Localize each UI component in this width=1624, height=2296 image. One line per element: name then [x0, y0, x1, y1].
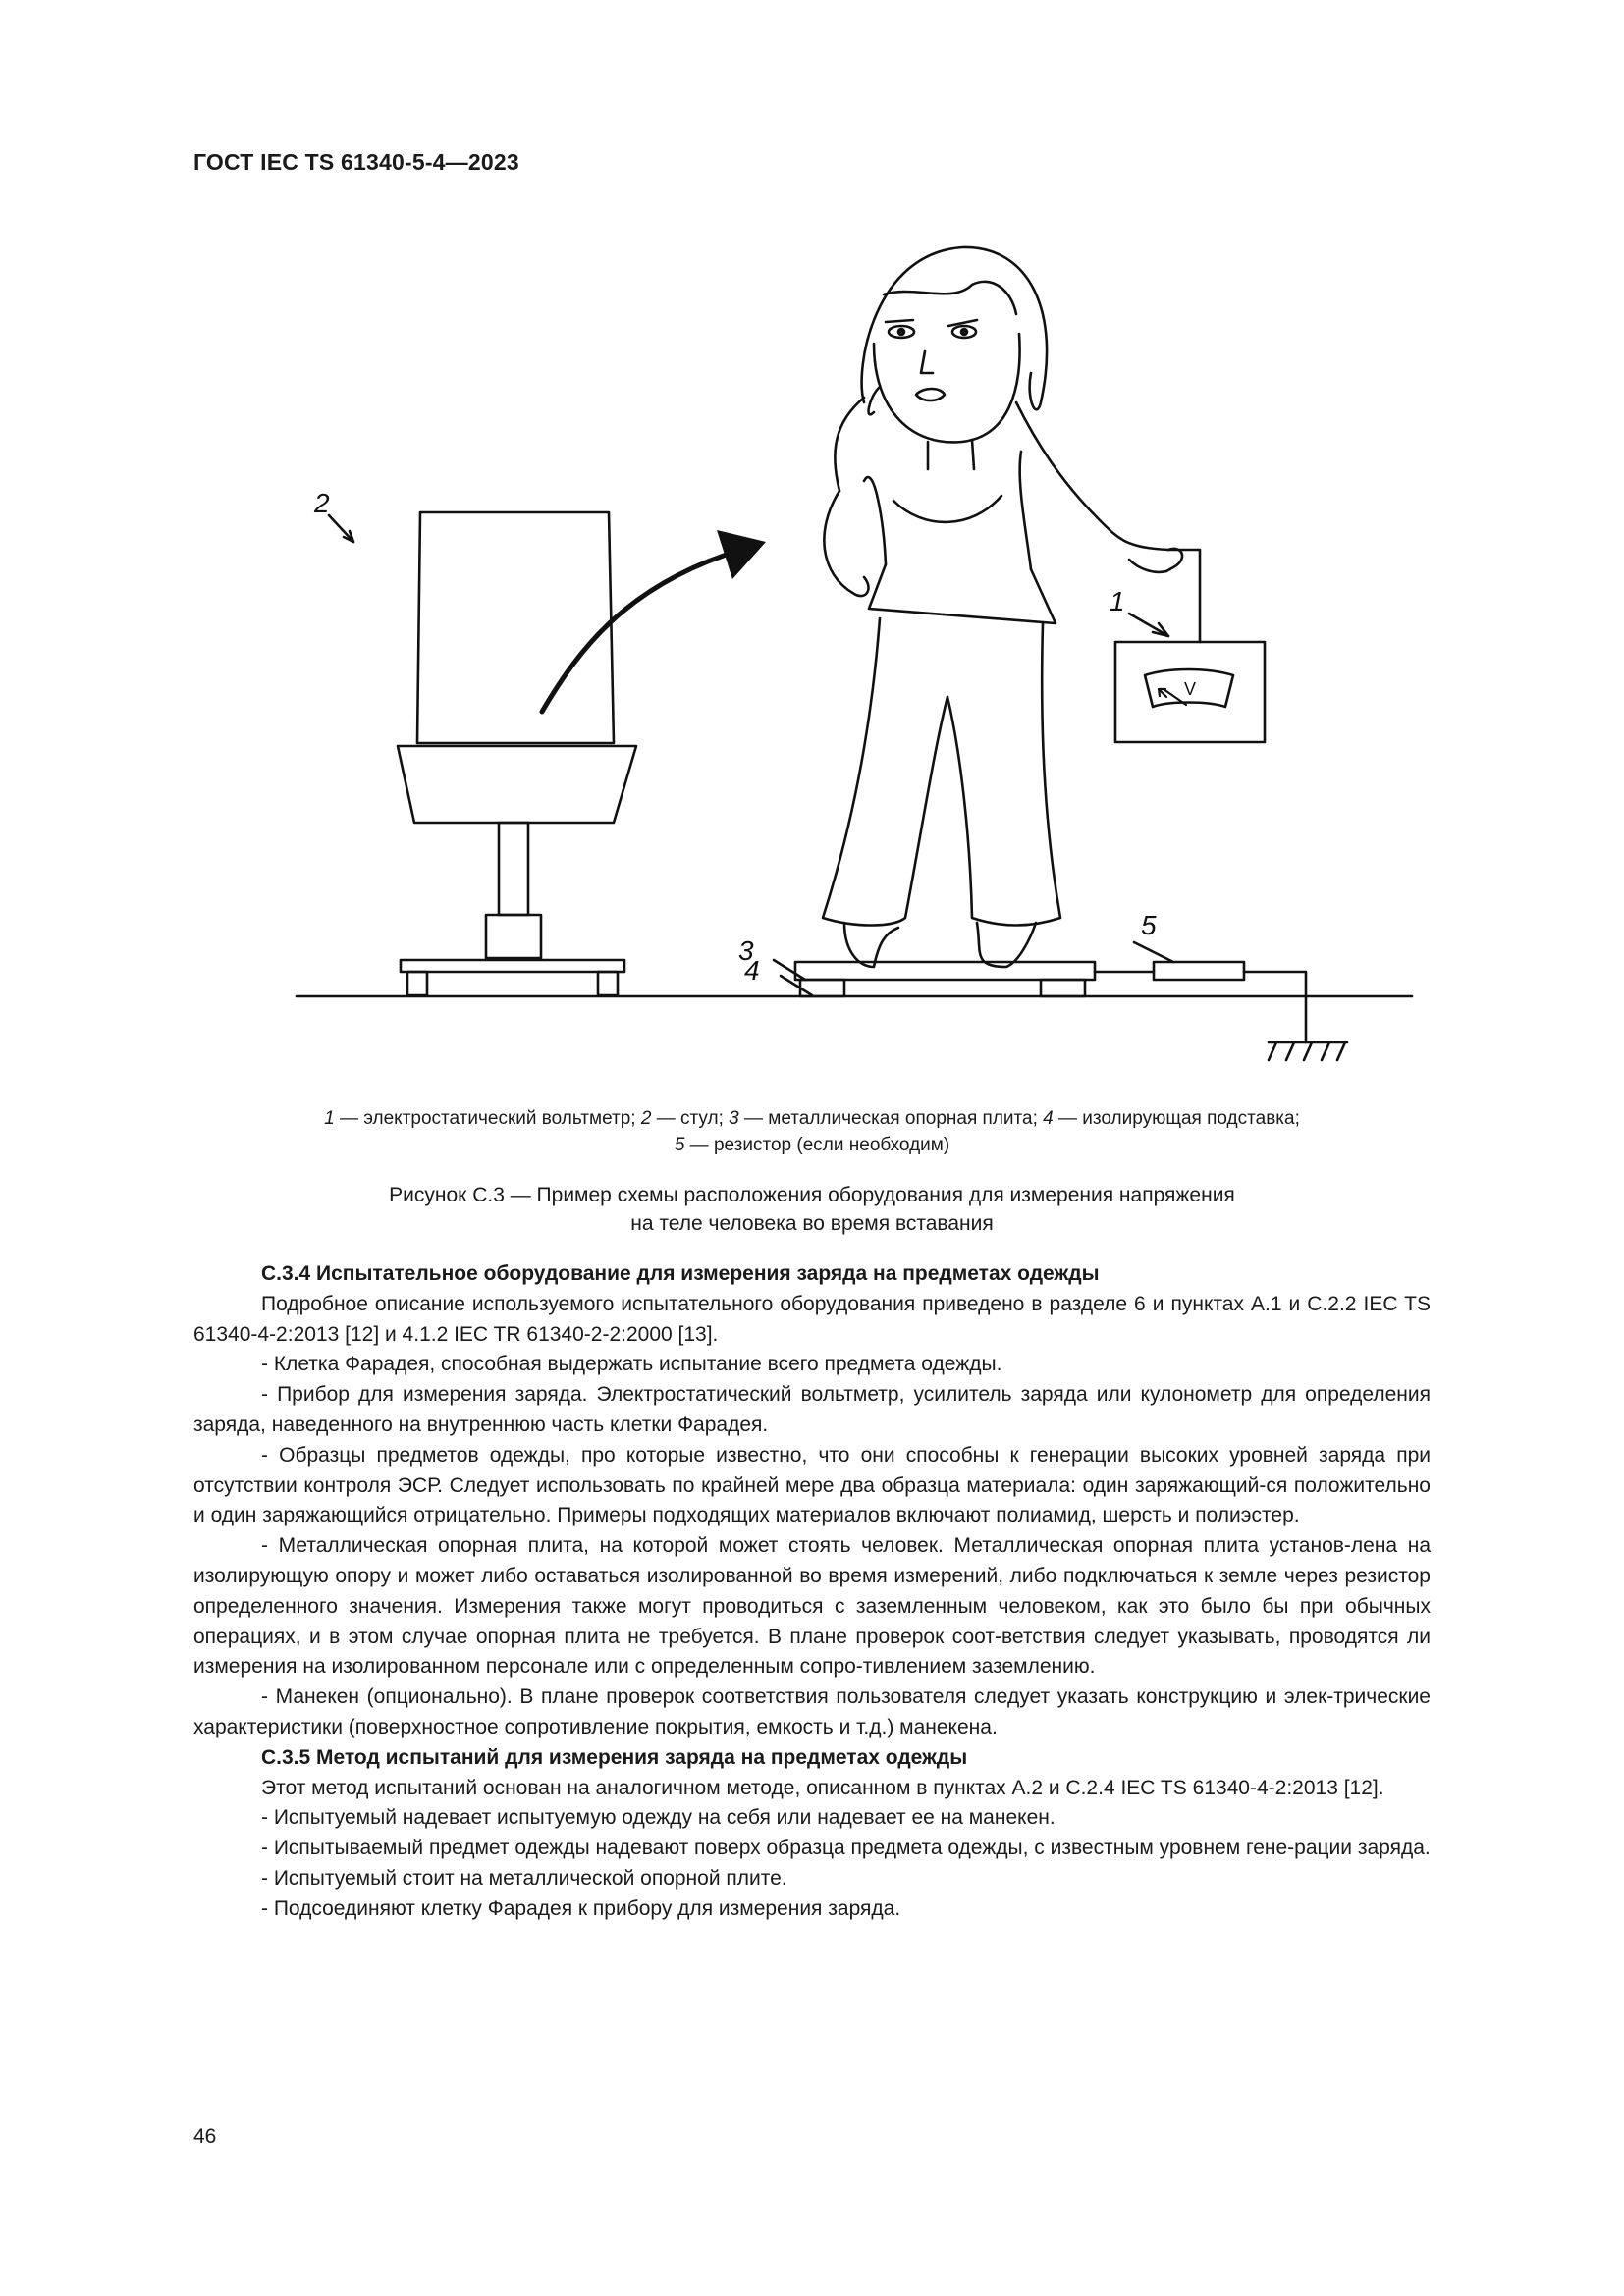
label-4: 4: [744, 955, 760, 986]
label-3: 3: [738, 935, 754, 966]
legend-text: — электростатический вольтметр;: [334, 1108, 641, 1129]
legend-text: — изолирующая подставка;: [1053, 1108, 1300, 1129]
meter-symbol: V: [1184, 679, 1197, 699]
leader-2: [329, 515, 353, 542]
section-heading-c35: С.3.5 Метод испытаний для измерения заряда на предметах одежды: [261, 1745, 968, 1769]
list-item: - Металлическая опорная плита, на которой может стоять человек. Металлическая опорная плита установ-лена на изолирующую опору и может либо оставаться изолированной во время измерений, либо подключаться к земле через резистор определенного значения. Измерения также могут проводиться с заземленным человеком, как это было бы при обычных операциях, и в этом случае опорная плита не требуется. В плане проверок соот-ветствия следует указывать, проводятся ли измерения на изолированном персонале или с определенным сопро-тивлением заземлению.: [193, 1534, 1431, 1679]
movement-arrow: [542, 550, 741, 712]
chair: [398, 512, 636, 995]
figure-c3: [285, 236, 1424, 1080]
meter-wire: [1168, 550, 1200, 642]
leader-1: [1129, 614, 1168, 636]
equipment-diagram: [285, 236, 1424, 1080]
resistor: [1154, 962, 1244, 980]
label-2: 2: [314, 488, 330, 518]
section-heading-c34: С.3.4 Испытательное оборудование для измерения заряда на предметах одежды: [261, 1262, 1100, 1285]
document-header: ГОСТ IEC TS 61340-5-4—2023: [193, 149, 519, 175]
caption-line-1: Рисунок С.3 — Пример схемы расположения оборудования для измерения напряжения: [389, 1184, 1235, 1206]
list-item: - Клетка Фарадея, способная выдержать испытание всего предмета одежды.: [261, 1353, 1002, 1376]
legend-text: — резистор (если необходим): [684, 1135, 950, 1155]
legend-num: 3: [729, 1108, 739, 1129]
legend-num: 5: [674, 1135, 685, 1155]
figure-caption: [196, 1181, 1428, 1238]
metal-plate: [795, 962, 1095, 980]
list-item: - Подсоединяют клетку Фарадея к прибору для измерения заряда.: [261, 1896, 901, 1920]
list-item: - Прибор для измерения заряда. Электростатический вольтметр, усилитель заряда или кулонометр для определения заряда, наведенного на внутреннюю часть клетки Фарадея.: [193, 1383, 1431, 1436]
legend-text: — металлическая опорная плита;: [738, 1108, 1044, 1129]
paragraph: Подробное описание используемого испытательного оборудования приведено в разделе 6 и пунктах А.1 и С.2.2 IEC TS 61340-4-2:2013 [12] и 4.1.2 IEC TR 61340-2-2:2000 [13].: [193, 1292, 1431, 1346]
legend-text: — стул;: [651, 1108, 730, 1129]
list-item: - Испытываемый предмет одежды надевают поверх образца предмета одежды, с известным уровнем гене-рации заряда.: [261, 1837, 1431, 1860]
list-item: - Образцы предметов одежды, про которые известно, что они способны к генерации высоких уровней заряда при отсутствии контроля ЭСР. Следует использовать по крайней мере два образца материала: один заряжающий-ся положительно и один заряжающийся отрицательно. Примеры подходящих материалов включают полиамид, шерсть и полиэстер.: [193, 1443, 1431, 1527]
legend-num: 2: [640, 1108, 652, 1129]
legend-line-2: [196, 1132, 1428, 1158]
list-item: - Испытуемый стоит на металлической опорной плите.: [261, 1866, 787, 1890]
document-body: [193, 1259, 1431, 1925]
insulating-support-right: [1041, 980, 1085, 996]
figure-legend: [196, 1105, 1428, 1158]
caption-line-2: на теле человека во время вставания: [630, 1212, 994, 1235]
leader-5: [1134, 942, 1173, 962]
person-figure: [823, 247, 1182, 967]
label-5: 5: [1141, 910, 1157, 940]
page-number: 46: [193, 2125, 217, 2148]
legend-line-1: [196, 1105, 1428, 1132]
list-item: - Испытуемый надевает испытуемую одежду на себя или надевает ее на манекен.: [261, 1806, 1056, 1830]
label-1: 1: [1110, 586, 1125, 616]
legend-num: 4: [1043, 1108, 1054, 1129]
insulating-support-left: [800, 980, 844, 996]
list-item: - Манекен (опционально). В плане проверок соответствия пользователя следует указать конструкцию и элек-трические характеристики (поверхностное сопротивление покрытия, емкость и т.д.) манекена.: [193, 1685, 1431, 1738]
legend-num: 1: [324, 1108, 335, 1129]
paragraph: Этот метод испытаний основан на аналогичном методе, описанном в пунктах А.2 и С.2.4 IEC TS 61340-4-2:2013 [12].: [261, 1776, 1384, 1799]
